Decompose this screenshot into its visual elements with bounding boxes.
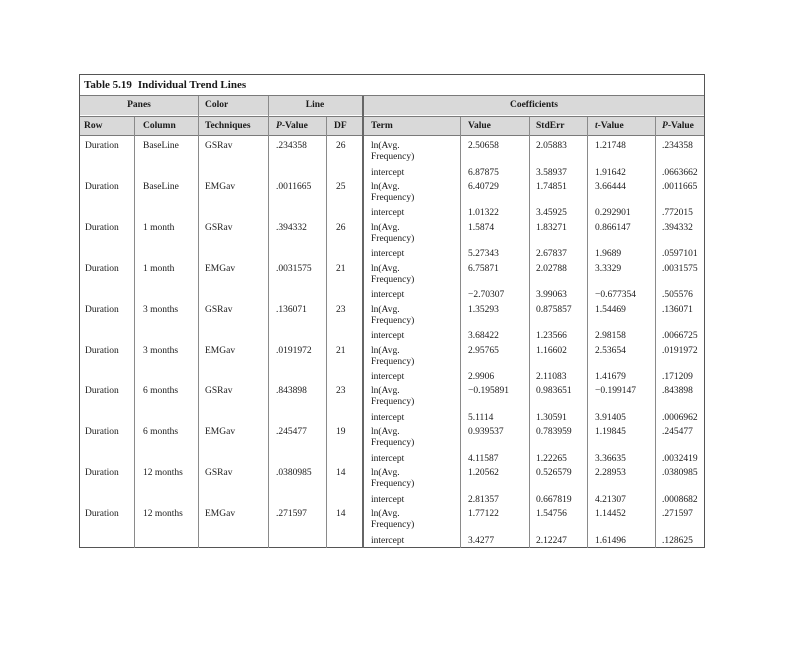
cell-term-a: ln(Avg. (371, 427, 400, 438)
cell-row: Duration (85, 263, 119, 274)
cell-p-value: .0380985 (276, 468, 312, 479)
cell-intercept-term: intercept (371, 167, 405, 178)
group-header-panes: Panes (127, 100, 151, 110)
table-title: Individual Trend Lines (137, 79, 247, 91)
cell-p-value: .0031575 (276, 263, 312, 274)
cell-value: −0.195891 (468, 386, 509, 397)
col-header-t-suffix: -Value (597, 121, 624, 131)
cell-technique: GSRav (205, 304, 233, 315)
cell-term-a: ln(Avg. (371, 468, 400, 479)
cell-column: 3 months (143, 345, 179, 356)
cell-term-a: ln(Avg. (371, 222, 400, 233)
cell-intercept-stderr: 0.667819 (536, 494, 572, 505)
cell-intercept-term: intercept (371, 412, 405, 423)
col-divider (529, 117, 530, 548)
cell-df: 14 (336, 468, 346, 479)
cell-intercept-value: 5.1114 (468, 412, 494, 423)
cell-df: 25 (336, 181, 346, 192)
cell-intercept-stderr: 2.12247 (536, 535, 567, 546)
cell-intercept-term: intercept (371, 331, 405, 342)
cell-value: 1.77122 (468, 509, 499, 520)
cell-column: 12 months (143, 509, 183, 520)
cell-column: BaseLine (143, 141, 179, 151)
col-header-column: Column (143, 121, 176, 131)
cell-intercept-stderr: 3.45925 (536, 208, 567, 219)
cell-df: 23 (336, 304, 346, 315)
cell-t-value: 3.3329 (595, 263, 622, 274)
cell-coef-p: .234358 (662, 141, 693, 151)
cell-intercept-term: intercept (371, 290, 405, 301)
group-header-color: Color (205, 100, 229, 110)
cell-term-b: Frequency) (371, 274, 415, 285)
cell-intercept-coef-p: .0032419 (662, 453, 698, 464)
cell-intercept-coef-p: .0663662 (662, 167, 698, 178)
col-divider (362, 96, 364, 548)
cell-intercept-t-value: 4.21307 (595, 494, 626, 505)
cell-intercept-value: 4.11587 (468, 453, 499, 464)
cell-value: 0.939537 (468, 427, 504, 438)
cell-df: 26 (336, 141, 346, 151)
cell-stderr: 0.875857 (536, 304, 572, 315)
cell-df: 26 (336, 222, 346, 233)
col-divider (587, 117, 588, 548)
cell-df: 23 (336, 386, 346, 397)
cell-technique: EMGav (205, 181, 236, 192)
cell-technique: EMGav (205, 509, 236, 520)
cell-stderr: 2.05883 (536, 141, 567, 151)
cell-row: Duration (85, 427, 119, 438)
cell-value: 2.50658 (468, 141, 499, 151)
cell-intercept-coef-p: .128625 (662, 535, 693, 546)
cell-intercept-t-value: 2.98158 (595, 331, 626, 342)
cell-p-value: .234358 (276, 141, 307, 151)
cell-stderr: 0.526579 (536, 468, 572, 479)
cell-p-value: .136071 (276, 304, 307, 315)
cell-technique: GSRav (205, 222, 233, 233)
cell-df: 19 (336, 427, 346, 438)
cell-row: Duration (85, 509, 119, 520)
cell-intercept-coef-p: .0597101 (662, 249, 698, 260)
table-caption (84, 79, 246, 91)
cell-term-b: Frequency) (371, 192, 415, 203)
col-header-stderr: StdErr (536, 121, 565, 131)
cell-term-a: ln(Avg. (371, 141, 400, 151)
cell-intercept-t-value: 1.61496 (595, 535, 626, 546)
cell-intercept-value: 6.87875 (468, 167, 499, 178)
col-header-coef-p-suffix: -Value (667, 121, 694, 131)
col-divider (268, 96, 269, 548)
cell-stderr: 1.74851 (536, 181, 567, 192)
cell-intercept-coef-p: .772015 (662, 208, 693, 219)
cell-intercept-stderr: 1.30591 (536, 412, 567, 423)
cell-coef-p: .843898 (662, 386, 693, 397)
cell-intercept-value: −2.70307 (468, 290, 505, 301)
cell-intercept-t-value: 3.36635 (595, 453, 626, 464)
cell-stderr: 0.783959 (536, 427, 572, 438)
cell-term-b: Frequency) (371, 315, 415, 326)
cell-term-b: Frequency) (371, 152, 415, 162)
table-number: Table 5.19 (84, 79, 132, 91)
col-divider (326, 117, 327, 548)
cell-value: 1.5874 (468, 222, 495, 233)
cell-intercept-value: 1.01322 (468, 208, 499, 219)
cell-p-value: .245477 (276, 427, 307, 438)
cell-t-value: 1.19845 (595, 427, 626, 438)
cell-p-value: .843898 (276, 386, 307, 397)
col-divider (655, 117, 656, 548)
cell-intercept-t-value: 0.292901 (595, 208, 631, 219)
col-divider (460, 117, 461, 548)
cell-t-value: 1.54469 (595, 304, 626, 315)
cell-column: 1 month (143, 263, 175, 274)
col-header-row: Row (84, 121, 103, 131)
col-header-t-prefix: t (595, 121, 598, 131)
col-header-coef-p-value (662, 121, 694, 132)
cell-stderr: 1.16602 (536, 345, 567, 356)
cell-intercept-coef-p: .505576 (662, 290, 693, 301)
col-header-t-value (595, 121, 624, 132)
cell-intercept-t-value: 3.91405 (595, 412, 626, 423)
cell-intercept-term: intercept (371, 494, 405, 505)
cell-column: 6 months (143, 386, 179, 397)
cell-term-a: ln(Avg. (371, 509, 400, 520)
cell-stderr: 2.02788 (536, 263, 567, 274)
cell-intercept-value: 5.27343 (468, 249, 499, 260)
col-divider (198, 96, 199, 548)
cell-term-a: ln(Avg. (371, 386, 400, 397)
cell-t-value: 1.14452 (595, 509, 626, 520)
cell-stderr: 0.983651 (536, 386, 572, 397)
cell-intercept-coef-p: .0066725 (662, 331, 698, 342)
cell-t-value: 0.866147 (595, 222, 631, 233)
cell-intercept-coef-p: .171209 (662, 372, 693, 382)
cell-row: Duration (85, 386, 119, 397)
col-header-techniques: Techniques (205, 121, 251, 131)
cell-column: BaseLine (143, 181, 179, 192)
cell-column: 1 month (143, 222, 175, 233)
cell-row: Duration (85, 304, 119, 315)
cell-value: 1.20562 (468, 468, 499, 479)
cell-intercept-t-value: −0.677354 (595, 290, 636, 301)
cell-value: 6.40729 (468, 181, 499, 192)
col-header-line-p-value (276, 121, 308, 132)
cell-t-value: 3.66444 (595, 181, 626, 192)
cell-technique: GSRav (205, 141, 233, 151)
col-header-df: DF (334, 121, 347, 131)
cell-intercept-stderr: 3.58937 (536, 167, 567, 178)
cell-term-b: Frequency) (371, 233, 415, 244)
cell-intercept-value: 2.81357 (468, 494, 499, 505)
cell-row: Duration (85, 468, 119, 479)
cell-technique: EMGav (205, 345, 236, 356)
cell-intercept-stderr: 2.67837 (536, 249, 567, 260)
group-header-coefficients: Coefficients (509, 100, 558, 110)
cell-df: 14 (336, 509, 346, 520)
cell-intercept-stderr: 1.22265 (536, 453, 567, 464)
cell-row: Duration (85, 345, 119, 356)
col-divider (134, 117, 135, 548)
cell-coef-p: .0380985 (662, 468, 698, 479)
cell-value: 2.95765 (468, 345, 499, 356)
cell-coef-p: .271597 (662, 509, 693, 520)
cell-term-b: Frequency) (371, 438, 415, 449)
cell-row: Duration (85, 222, 119, 233)
cell-intercept-term: intercept (371, 249, 405, 260)
cell-t-value: 1.21748 (595, 141, 626, 151)
cell-intercept-term: intercept (371, 535, 405, 546)
cell-coef-p: .0191972 (662, 345, 698, 356)
cell-df: 21 (336, 263, 346, 274)
cell-p-value: .271597 (276, 509, 307, 520)
cell-intercept-t-value: 1.91642 (595, 167, 626, 178)
group-header-line: Line (305, 100, 325, 110)
cell-intercept-value: 3.4277 (468, 535, 495, 546)
cell-stderr: 1.83271 (536, 222, 567, 233)
cell-p-value: .394332 (276, 222, 307, 233)
cell-t-value: 2.53654 (595, 345, 626, 356)
cell-p-value: .0191972 (276, 345, 312, 356)
cell-intercept-t-value: 1.41679 (595, 372, 626, 382)
cell-value: 1.35293 (468, 304, 499, 315)
cell-technique: GSRav (205, 386, 233, 397)
cell-row: Duration (85, 141, 119, 151)
cell-intercept-coef-p: .0008682 (662, 494, 698, 505)
cell-technique: EMGav (205, 427, 236, 438)
cell-t-value: 2.28953 (595, 468, 626, 479)
cell-intercept-coef-p: .0006962 (662, 412, 698, 423)
cell-intercept-t-value: 1.9689 (595, 249, 622, 260)
cell-coef-p: .136071 (662, 304, 693, 315)
cell-t-value: −0.199147 (595, 386, 636, 397)
cell-intercept-stderr: 2.11083 (536, 372, 567, 382)
cell-term-a: ln(Avg. (371, 304, 400, 315)
cell-column: 6 months (143, 427, 179, 438)
cell-p-value: .0011665 (276, 181, 312, 192)
col-header-line-p-prefix: P (276, 121, 282, 131)
cell-stderr: 1.54756 (536, 509, 567, 520)
cell-coef-p: .245477 (662, 427, 693, 438)
cell-intercept-value: 2.9906 (468, 372, 495, 382)
cell-term-a: ln(Avg. (371, 181, 400, 192)
cell-intercept-value: 3.68422 (468, 331, 499, 342)
cell-value: 6.75871 (468, 263, 499, 274)
col-header-term: Term (371, 121, 393, 131)
cell-df: 21 (336, 345, 346, 356)
cell-column: 12 months (143, 468, 183, 479)
cell-column: 3 months (143, 304, 179, 315)
cell-intercept-stderr: 1.23566 (536, 331, 567, 342)
cell-row: Duration (85, 181, 119, 192)
col-header-line-p-suffix: -Value (281, 121, 308, 131)
col-header-coef-p-prefix: P (662, 121, 668, 131)
cell-intercept-term: intercept (371, 372, 405, 382)
cell-term-b: Frequency) (371, 520, 415, 531)
cell-term-a: ln(Avg. (371, 345, 400, 356)
rule-bottom-header (80, 135, 704, 136)
cell-term-b: Frequency) (371, 356, 415, 367)
cell-coef-p: .394332 (662, 222, 693, 233)
cell-term-b: Frequency) (371, 479, 415, 490)
cell-intercept-stderr: 3.99063 (536, 290, 567, 301)
cell-coef-p: .0031575 (662, 263, 698, 274)
cell-intercept-term: intercept (371, 208, 405, 219)
cell-technique: GSRav (205, 468, 233, 479)
col-header-value: Value (468, 121, 491, 131)
cell-term-a: ln(Avg. (371, 263, 400, 274)
cell-term-b: Frequency) (371, 397, 415, 408)
cell-coef-p: .0011665 (662, 181, 698, 192)
cell-technique: EMGav (205, 263, 236, 274)
cell-intercept-term: intercept (371, 453, 405, 464)
